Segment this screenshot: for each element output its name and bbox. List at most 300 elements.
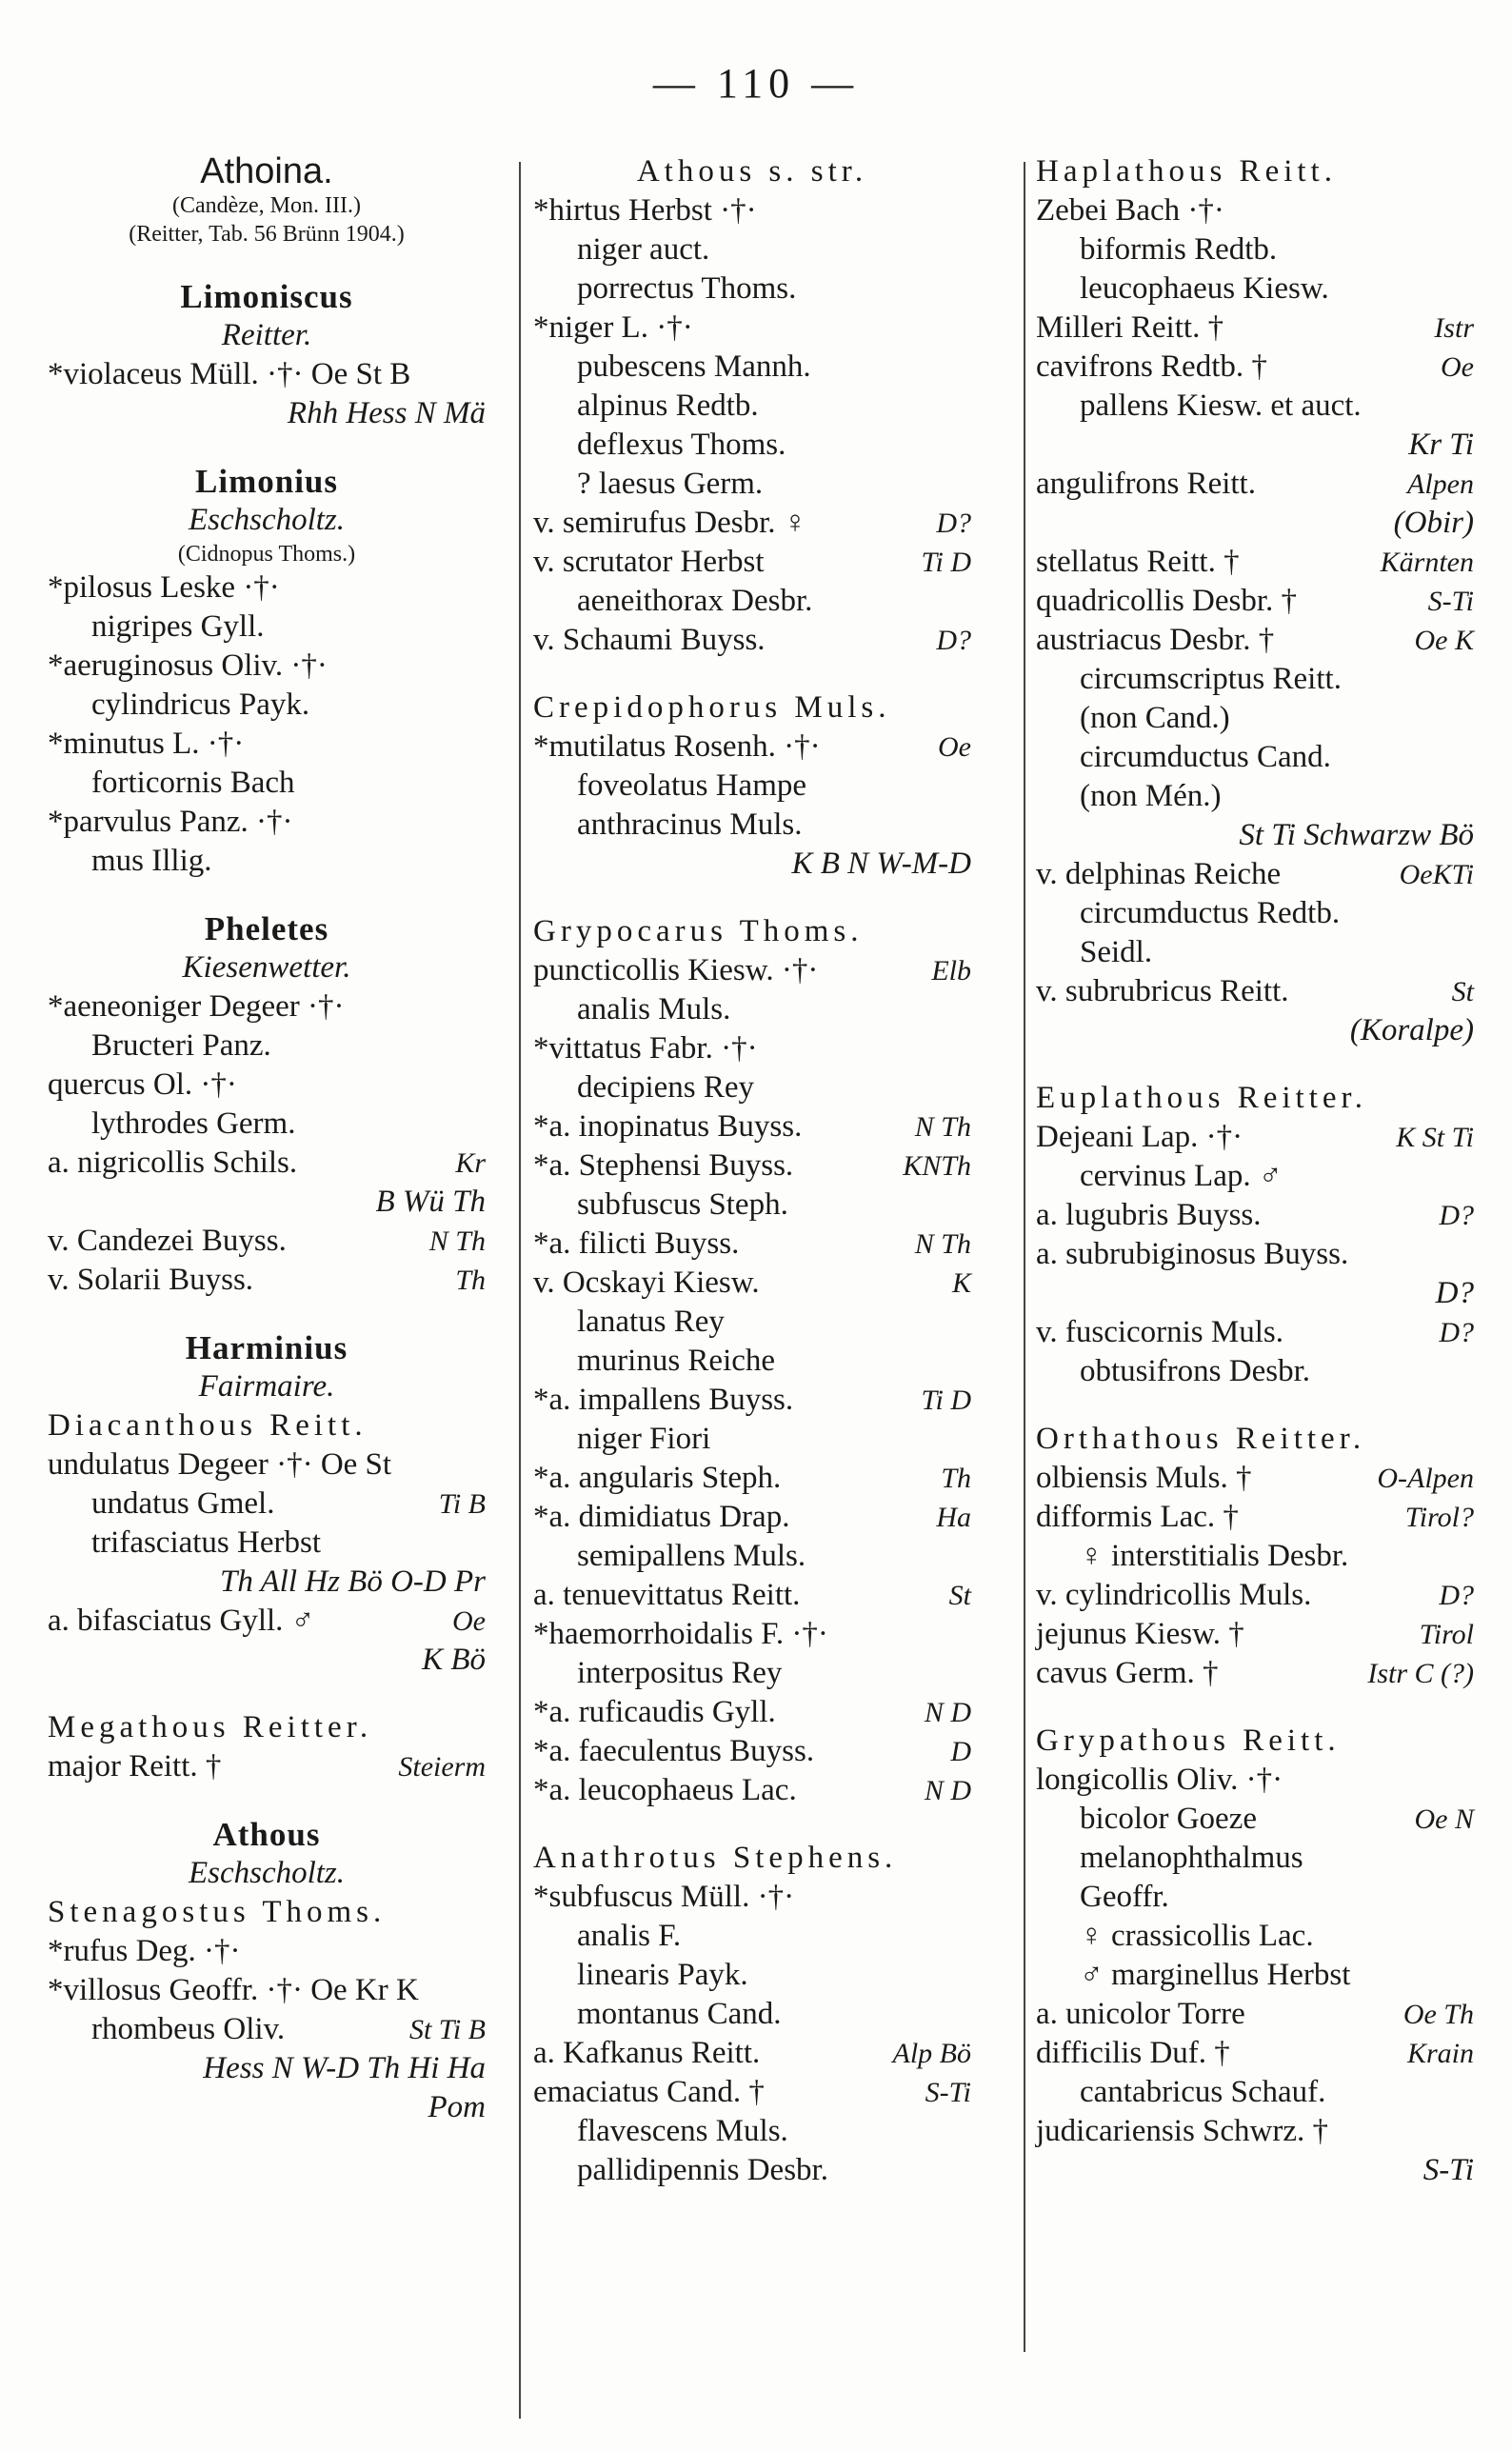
catalog-line <box>533 426 971 465</box>
entry-text: semipallens Muls. <box>577 1539 806 1573</box>
entry-text: quadricollis Desbr. † <box>1036 584 1298 618</box>
entry-text: undulatus Degeer ·†· Oe St <box>48 1447 392 1482</box>
catalog-line <box>1036 1313 1474 1352</box>
distribution-note: Oe <box>452 1605 486 1637</box>
entry-text: pubescens Mannh. <box>577 349 811 384</box>
catalog-line <box>48 355 486 394</box>
catalog-line <box>48 501 486 540</box>
catalog-line <box>533 912 971 951</box>
entry-text: cantabricus Schauf. <box>1080 2075 1326 2109</box>
entry-text: v. Candezei Buyss. <box>48 1224 287 1258</box>
entry-text: longicollis Oliv. ·†· <box>1036 1763 1283 1797</box>
catalog-line <box>1036 894 1474 933</box>
entry-text: pallens Kiesw. et auct. <box>1080 389 1362 423</box>
entry-text: aeneithorax Desbr. <box>577 584 813 618</box>
catalog-line <box>533 1459 971 1498</box>
catalog-line <box>1036 1459 1474 1498</box>
entry-text: jejunus Kiesw. † <box>1036 1617 1244 1651</box>
catalog-line <box>533 1956 971 1995</box>
catalog-line <box>1036 1995 1474 2034</box>
distribution-note: Ti D <box>921 547 971 578</box>
catalog-line <box>48 909 486 948</box>
distribution-note: Kärnten <box>1380 547 1474 578</box>
entry-text: Hess N W-D Th Hi Ha <box>203 2051 486 2085</box>
catalog-line <box>1036 1079 1474 1118</box>
entry-text: subfuscus Steph. <box>577 1187 788 1222</box>
catalog-line <box>48 803 486 842</box>
entry-text: difficilis Duf. † <box>1036 2036 1230 2070</box>
entry-text: Limoniscus <box>180 278 353 315</box>
catalog-line <box>48 842 486 881</box>
entry-text: (Obir) <box>1393 506 1474 540</box>
catalog-line <box>533 1995 971 2034</box>
entry-text: *villosus Geoffr. ·†· Oe Kr K <box>48 1973 419 2007</box>
catalog-line <box>533 1107 971 1146</box>
entry-text: *a. dimidiatus Drap. <box>533 1500 790 1534</box>
catalog-line <box>1036 191 1474 230</box>
entry-text: v. Schaumi Buyss. <box>533 623 766 657</box>
entry-text: Stenagostus Thoms. <box>48 1895 387 1929</box>
entry-text: interpositus Rey <box>577 1656 783 1690</box>
distribution-note: Steierm <box>398 1751 486 1783</box>
catalog-line <box>48 764 486 803</box>
entry-text: Rhh Hess N Mä <box>287 396 486 430</box>
catalog-line <box>533 1839 971 1878</box>
entry-text: lythrodes Germ. <box>91 1106 296 1141</box>
column-divider <box>519 162 521 2419</box>
entry-text: mus Illig. <box>91 844 212 878</box>
catalog-line <box>1036 426 1474 465</box>
catalog-line <box>48 1524 486 1563</box>
catalog-line <box>48 1261 486 1300</box>
entry-text: Grypathous Reitt. <box>1036 1724 1341 1758</box>
catalog-line <box>48 1367 486 1406</box>
catalog-line <box>533 152 971 191</box>
entry-text: (non Cand.) <box>1080 701 1230 735</box>
catalog-line <box>48 568 486 608</box>
catalog-line <box>533 504 971 543</box>
entry-text: a. tenuevittatus Reitt. <box>533 1578 801 1612</box>
catalog-line <box>533 2034 971 2073</box>
catalog-line <box>48 1971 486 2010</box>
catalog-line <box>533 1264 971 1303</box>
distribution-note: N Th <box>914 1111 971 1143</box>
entry-text: trifasciatus Herbst <box>91 1525 322 1560</box>
catalog-line <box>1036 1196 1474 1235</box>
entry-text: pallidipennis Desbr. <box>577 2153 828 2187</box>
entry-text: a. bifasciatus Gyll. ♂ <box>48 1604 315 1638</box>
entry-text: Limonius <box>195 463 338 500</box>
entry-text: *mutilatus Rosenh. ·†· <box>533 729 821 764</box>
entry-text: Euplathous Reitter. <box>1036 1081 1367 1115</box>
entry-text: rhombeus Oliv. <box>91 2012 286 2046</box>
entry-text: Anathrotus Stephens. <box>533 1841 898 1875</box>
catalog-line <box>533 543 971 582</box>
catalog-line <box>1036 1011 1474 1050</box>
entry-text: Harminius <box>185 1329 348 1366</box>
catalog-line <box>533 348 971 387</box>
distribution-note: N Th <box>428 1226 486 1257</box>
catalog-line <box>533 1537 971 1576</box>
entry-text: quercus Ol. ·†· <box>48 1067 237 1102</box>
distribution-note: D <box>950 1736 971 1767</box>
catalog-line <box>48 1641 486 1680</box>
catalog-line <box>533 1225 971 1264</box>
catalog-line <box>533 387 971 426</box>
entry-text: *minutus L. ·†· <box>48 727 245 761</box>
catalog-line <box>48 1815 486 1854</box>
catalog-line <box>48 1026 486 1066</box>
entry-text: obtusifrons Desbr. <box>1080 1354 1310 1388</box>
catalog-line <box>48 647 486 686</box>
entry-text: anthracinus Muls. <box>577 807 803 842</box>
catalog-line <box>1036 933 1474 972</box>
catalog-line <box>1036 1235 1474 1274</box>
entry-text: v. cylindricollis Muls. <box>1036 1578 1312 1612</box>
page-number: — 110 — <box>652 60 860 107</box>
distribution-note: Istr <box>1434 312 1474 344</box>
entry-text: montanus Cand. <box>577 1997 782 2031</box>
catalog-line <box>1036 1576 1474 1615</box>
column-left <box>48 152 486 2127</box>
catalog-line <box>533 1732 971 1771</box>
catalog-line <box>533 688 971 727</box>
entry-text: *haemorrhoidalis F. ·†· <box>533 1617 828 1651</box>
entry-text: (Reitter, Tab. 56 Brünn 1904.) <box>129 222 405 247</box>
entry-text: a. Kafkanus Reitt. <box>533 2036 761 2070</box>
distribution-note: Ti B <box>438 1488 486 1520</box>
distribution-note: Th <box>455 1265 486 1296</box>
catalog-line <box>1036 1420 1474 1459</box>
catalog-line <box>1036 777 1474 816</box>
entry-text: circumductus Redtb. <box>1080 896 1341 930</box>
catalog-line <box>1036 504 1474 543</box>
catalog-line <box>1036 230 1474 269</box>
catalog-line <box>533 191 971 230</box>
catalog-line <box>1036 1878 1474 1917</box>
entry-text: cavifrons Redtb. † <box>1036 349 1267 384</box>
distribution-note: OeKTi <box>1399 859 1474 890</box>
entry-text: Crepidophorus Muls. <box>533 690 891 725</box>
distribution-note: D? <box>936 625 971 656</box>
entry-text: angulifrons Reitt. <box>1036 467 1256 501</box>
catalog-line <box>48 1708 486 1747</box>
entry-text: nigripes Gyll. <box>91 609 265 644</box>
entry-text: (Candèze, Mon. III.) <box>172 193 361 218</box>
entry-text: ♂ marginellus Herbst <box>1080 1958 1351 1992</box>
entry-text: v. scrutator Herbst <box>533 545 765 579</box>
catalog-line <box>533 951 971 990</box>
catalog-line <box>1036 269 1474 309</box>
catalog-line <box>533 1878 971 1917</box>
catalog-line <box>48 462 486 501</box>
entry-text: *subfuscus Müll. ·†· <box>533 1880 795 1914</box>
entry-text: Megathous Reitter. <box>48 1710 373 1744</box>
entry-text: Grypocarus Thoms. <box>533 914 864 948</box>
entry-text: *rufus Deg. ·†· <box>48 1934 241 1968</box>
catalog-line <box>1036 1839 1474 1878</box>
entry-text: Seidl. <box>1080 935 1153 969</box>
entry-text: Kr Ti <box>1408 428 1474 462</box>
catalog-line <box>1036 1917 1474 1956</box>
entry-text: *a. Stephensi Buyss. <box>533 1148 794 1183</box>
catalog-line <box>1036 660 1474 699</box>
catalog-line <box>533 1303 971 1342</box>
entry-text: Athous <box>212 1816 321 1853</box>
entry-text: a. unicolor Torre <box>1036 1997 1245 2031</box>
catalog-line <box>1036 348 1474 387</box>
entry-text: *hirtus Herbst ·†· <box>533 193 757 228</box>
entry-text: *pilosus Leske ·†· <box>48 570 280 605</box>
entry-text: *a. ruficaudis Gyll. <box>533 1695 776 1729</box>
catalog-line <box>533 806 971 845</box>
distribution-note: N D <box>924 1775 971 1806</box>
column-middle <box>533 152 971 2190</box>
distribution-note: Alp Bö <box>892 2038 971 2069</box>
distribution-note: K <box>951 1267 971 1299</box>
catalog-line <box>48 725 486 764</box>
catalog-line <box>48 1747 486 1786</box>
catalog-line <box>48 1222 486 1261</box>
entry-text: decipiens Rey <box>577 1070 755 1105</box>
entry-text: murinus Reiche <box>577 1344 776 1378</box>
entry-text: Zebei Bach ·†· <box>1036 193 1224 228</box>
catalog-line <box>1036 1761 1474 1800</box>
catalog-line <box>48 1602 486 1641</box>
entry-text: Bructeri Panz. <box>91 1028 271 1063</box>
distribution-note: Alpen <box>1407 468 1474 500</box>
entry-text: melanophthalmus <box>1080 1841 1303 1875</box>
catalog-line <box>48 540 486 568</box>
entry-text: B Wü Th <box>375 1185 486 1219</box>
entry-text: olbiensis Muls. † <box>1036 1461 1252 1495</box>
entry-text: Milleri Reitt. † <box>1036 310 1224 345</box>
catalog-line <box>1036 1274 1474 1313</box>
catalog-line <box>533 767 971 806</box>
column-divider <box>1024 162 1025 2352</box>
catalog-line <box>1036 1498 1474 1537</box>
catalog-line <box>48 1328 486 1367</box>
distribution-note: Tirol <box>1419 1619 1474 1650</box>
catalog-line <box>48 316 486 355</box>
catalog-line <box>1036 1118 1474 1157</box>
entry-text: circumscriptus Reitt. <box>1080 662 1342 696</box>
catalog-line <box>48 220 486 249</box>
entry-text: K B N W-M-D <box>791 847 971 881</box>
entry-text: circumductus Cand. <box>1080 740 1331 774</box>
catalog-line <box>48 2049 486 2088</box>
entry-text: *a. inopinatus Buyss. <box>533 1109 803 1144</box>
entry-text: a. subrubiginosus Buyss. <box>1036 1237 1349 1271</box>
entry-text: Pom <box>428 2090 486 2124</box>
entry-text: lanatus Rey <box>577 1305 725 1339</box>
catalog-line <box>533 2112 971 2151</box>
entry-text: ♀ interstitialis Desbr. <box>1080 1539 1349 1573</box>
entry-text: *a. angularis Steph. <box>533 1461 782 1495</box>
catalog-line <box>1036 621 1474 660</box>
entry-text: leucophaeus Kiesw. <box>1080 271 1329 306</box>
entry-text: linearis Payk. <box>577 1958 748 1992</box>
distribution-note: Istr C (?) <box>1367 1658 1474 1689</box>
catalog-line <box>48 152 486 191</box>
distribution-note: Krain <box>1406 2038 1474 2069</box>
entry-text: cervinus Lap. ♂ <box>1080 1159 1283 1193</box>
entry-text: *a. impallens Buyss. <box>533 1383 794 1417</box>
entry-text: Th All Hz Bö O-D Pr <box>220 1564 486 1599</box>
catalog-line <box>533 1498 971 1537</box>
catalog-line <box>1036 1537 1474 1576</box>
distribution-note: St <box>948 1580 971 1611</box>
catalog-line <box>48 1445 486 1485</box>
catalog-line <box>48 2088 486 2127</box>
catalog-line <box>1036 1615 1474 1654</box>
catalog-line <box>533 230 971 269</box>
catalog-line <box>48 1105 486 1144</box>
entry-text: *aeneoniger Degeer ·†· <box>48 989 345 1024</box>
entry-text: Eschscholtz. <box>188 1856 346 1890</box>
catalog-line <box>533 2073 971 2112</box>
catalog-line <box>1036 1157 1474 1196</box>
catalog-line <box>1036 465 1474 504</box>
catalog-line <box>533 621 971 660</box>
entry-text: emaciatus Cand. † <box>533 2075 765 2109</box>
entry-text: major Reitt. † <box>48 1749 222 1783</box>
catalog-line <box>48 608 486 647</box>
catalog-line <box>533 1186 971 1225</box>
distribution-note: St <box>1451 976 1474 1007</box>
catalog-line <box>533 1576 971 1615</box>
distribution-note: Ha <box>936 1502 971 1533</box>
entry-text: *vittatus Fabr. ·†· <box>533 1031 758 1066</box>
distribution-note: D? <box>1439 1200 1474 1231</box>
catalog-line <box>48 1485 486 1524</box>
entry-text: niger Fiori <box>577 1422 711 1456</box>
distribution-note: Oe <box>1441 351 1474 383</box>
entry-text: cavus Germ. † <box>1036 1656 1219 1690</box>
catalog-line <box>1036 1800 1474 1839</box>
entry-text: v. delphinas Reiche <box>1036 857 1282 891</box>
catalog-line <box>533 309 971 348</box>
catalog-line <box>533 1693 971 1732</box>
entry-text: v. Solarii Buyss. <box>48 1263 254 1297</box>
catalog-line <box>48 2010 486 2049</box>
distribution-note: Ti D <box>921 1385 971 1416</box>
catalog-line <box>48 686 486 725</box>
catalog-line <box>533 269 971 309</box>
entry-text: a. nigricollis Schils. <box>48 1146 298 1180</box>
entry-text: v. fuscicornis Muls. <box>1036 1315 1284 1349</box>
entry-text: (Cidnopus Thoms.) <box>177 542 356 567</box>
catalog-line <box>533 1342 971 1381</box>
distribution-note: St Ti B <box>408 2014 486 2045</box>
entry-text: (non Mén.) <box>1080 779 1222 813</box>
catalog-line <box>1036 855 1474 894</box>
entry-text: judicariensis Schwrz. † <box>1036 2114 1329 2148</box>
distribution-note: K St Ti <box>1396 1122 1474 1153</box>
distribution-note: Oe N <box>1414 1803 1474 1835</box>
catalog-line <box>48 1854 486 1893</box>
entry-text: *a. leucophaeus Lac. <box>533 1773 797 1807</box>
distribution-note: Kr <box>455 1147 486 1179</box>
catalog-line <box>1036 972 1474 1011</box>
entry-text: a. lugubris Buyss. <box>1036 1198 1262 1232</box>
distribution-note: Elb <box>931 955 971 986</box>
entry-text: K Bö <box>422 1643 486 1677</box>
distribution-note: Oe Th <box>1403 1999 1474 2030</box>
entry-text: *a. filicti Buyss. <box>533 1226 740 1261</box>
catalog-line <box>533 1917 971 1956</box>
catalog-line <box>1036 2073 1474 2112</box>
catalog-line <box>1036 816 1474 855</box>
entry-text: Athoina. <box>200 151 333 191</box>
entry-text: analis F. <box>577 1919 682 1953</box>
entry-text: niger auct. <box>577 232 710 267</box>
catalog-line <box>48 1932 486 1971</box>
entry-text: analis Muls. <box>577 992 731 1026</box>
catalog-line <box>1036 699 1474 738</box>
catalog-line <box>48 1066 486 1105</box>
distribution-note: O-Alpen <box>1377 1463 1474 1494</box>
entry-text: flavescens Muls. <box>577 2114 788 2148</box>
catalog-line <box>533 582 971 621</box>
distribution-note: Tirol? <box>1404 1502 1474 1533</box>
distribution-note: Oe K <box>1414 625 1474 656</box>
entry-text: Dejeani Lap. ·†· <box>1036 1120 1243 1154</box>
distribution-note: D? <box>936 508 971 539</box>
entry-text: *violaceus Müll. ·†· Oe St B <box>48 357 411 391</box>
distribution-note: Oe <box>938 731 971 763</box>
catalog-line <box>1036 543 1474 582</box>
catalog-line <box>48 191 486 220</box>
entry-text: stellatus Reitt. † <box>1036 545 1240 579</box>
entry-text: (Koralpe) <box>1349 1013 1474 1047</box>
catalog-line <box>1036 1352 1474 1391</box>
entry-text: *parvulus Panz. ·†· <box>48 805 293 839</box>
catalog-line <box>48 277 486 316</box>
catalog-line <box>1036 2112 1474 2151</box>
catalog-line <box>1036 1956 1474 1995</box>
entry-text: puncticollis Kiesw. ·†· <box>533 953 819 987</box>
catalog-line <box>533 1420 971 1459</box>
distribution-note: S-Ti <box>925 2077 971 2108</box>
entry-text: biformis Redtb. <box>1080 232 1278 267</box>
entry-text: v. Ocskayi Kiesw. <box>533 1265 760 1300</box>
catalog-line <box>533 1381 971 1420</box>
entry-text: porrectus Thoms. <box>577 271 797 306</box>
catalog-line <box>48 1406 486 1445</box>
catalog-line <box>48 1893 486 1932</box>
catalog-line <box>533 2151 971 2190</box>
catalog-line <box>533 1029 971 1068</box>
entry-text: D? <box>1435 1276 1474 1310</box>
catalog-line <box>1036 738 1474 777</box>
entry-text: Kiesenwetter. <box>182 950 351 985</box>
distribution-note: N Th <box>914 1228 971 1260</box>
catalog-line <box>533 990 971 1029</box>
catalog-line <box>533 465 971 504</box>
entry-text: Haplathous Reitt. <box>1036 154 1337 189</box>
entry-text: S-Ti <box>1422 2153 1474 2187</box>
catalog-line <box>533 845 971 884</box>
entry-text: undatus Gmel. <box>91 1486 275 1521</box>
entry-text: Fairmaire. <box>198 1369 335 1404</box>
catalog-line <box>1036 309 1474 348</box>
catalog-line <box>48 1183 486 1222</box>
catalog-line <box>533 1615 971 1654</box>
catalog-line <box>48 948 486 987</box>
catalog-line <box>1036 387 1474 426</box>
entry-text: ♀ crassicollis Lac. <box>1080 1919 1314 1953</box>
